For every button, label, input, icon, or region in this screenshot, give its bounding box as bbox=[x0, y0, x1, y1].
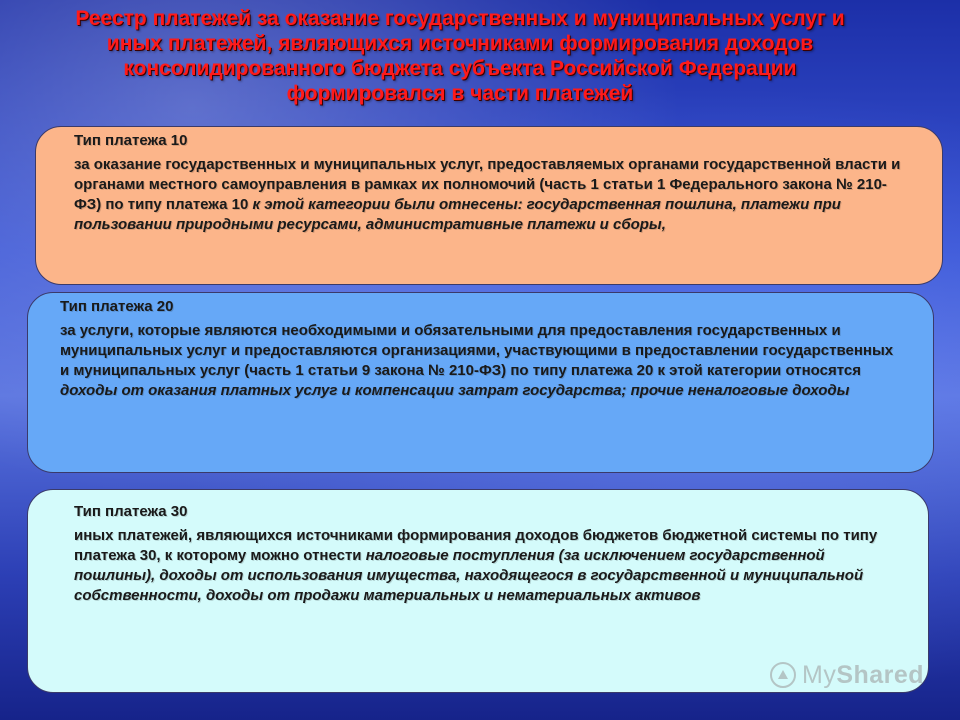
title-line-2: иных платежей, являющихся источниками формирования доходов bbox=[106, 32, 814, 55]
payment-type-10-italic-text: к этой категории были отнесены: государственная пошлина, платежи при пользовании природными ресурсами, административные платежи и сборы, bbox=[74, 196, 841, 233]
payment-type-20-panel bbox=[27, 292, 934, 473]
payment-type-10-panel bbox=[35, 126, 943, 285]
payment-type-10-text: за оказание государственных и муниципальных услуг, предоставляемых органами государственной власти и органами местного самоуправления в рамках их полномочий (часть 1 статьи 1 Федерального закона № 210-ФЗ) по типу платежа 10 bbox=[74, 156, 901, 213]
title-line-1: Реестр платежей за оказание государственных и муниципальных услуг и bbox=[75, 7, 845, 30]
payment-type-20-italic-text: доходы от оказания платных услуг и компенсации затрат государства; прочие неналоговые доходы bbox=[60, 382, 850, 399]
title-line-4: формировался в части платежей bbox=[286, 82, 634, 105]
payment-type-30-description bbox=[74, 526, 898, 606]
myshared-watermark bbox=[770, 658, 924, 692]
payment-type-20-text: за услуги, которые являются необходимыми и обязательными для предоставления государственных и муниципальных услуг и предоставляются организациями, участвующими в предоставлении государственных и муниципальных услуг (часть 1 статьи 9 закона № 210-ФЗ) по типу платежа 20 к этой категории относятся bbox=[60, 322, 894, 379]
payment-type-20-description bbox=[60, 321, 903, 401]
wordmark-suffix: Shared bbox=[836, 660, 925, 689]
myshared-wordmark bbox=[802, 661, 924, 690]
title-line-3: консолидированного бюджета субъекта Российской Федерации bbox=[123, 57, 797, 80]
slide-title bbox=[0, 6, 920, 106]
wordmark-prefix: My bbox=[802, 660, 837, 689]
myshared-logo-icon bbox=[770, 662, 796, 688]
payment-type-30-text: иных платежей, являющихся источниками формирования доходов бюджетов бюджетной системы по типу платежа 30, к которому можно отнести bbox=[74, 527, 878, 564]
payment-type-20-label: Тип платежа 20 bbox=[60, 298, 174, 315]
payment-type-10-description bbox=[74, 155, 912, 235]
payment-type-10-label: Тип платежа 10 bbox=[74, 132, 188, 149]
payment-type-30-label: Тип платежа 30 bbox=[74, 503, 188, 520]
payment-type-30-italic-text: налоговые поступления (за исключением государственной пошлины), доходы от использования имущества, находящегося в государственной и муниципальной собственности, доходы от продажи материальных и нематериальных активов bbox=[74, 547, 864, 604]
